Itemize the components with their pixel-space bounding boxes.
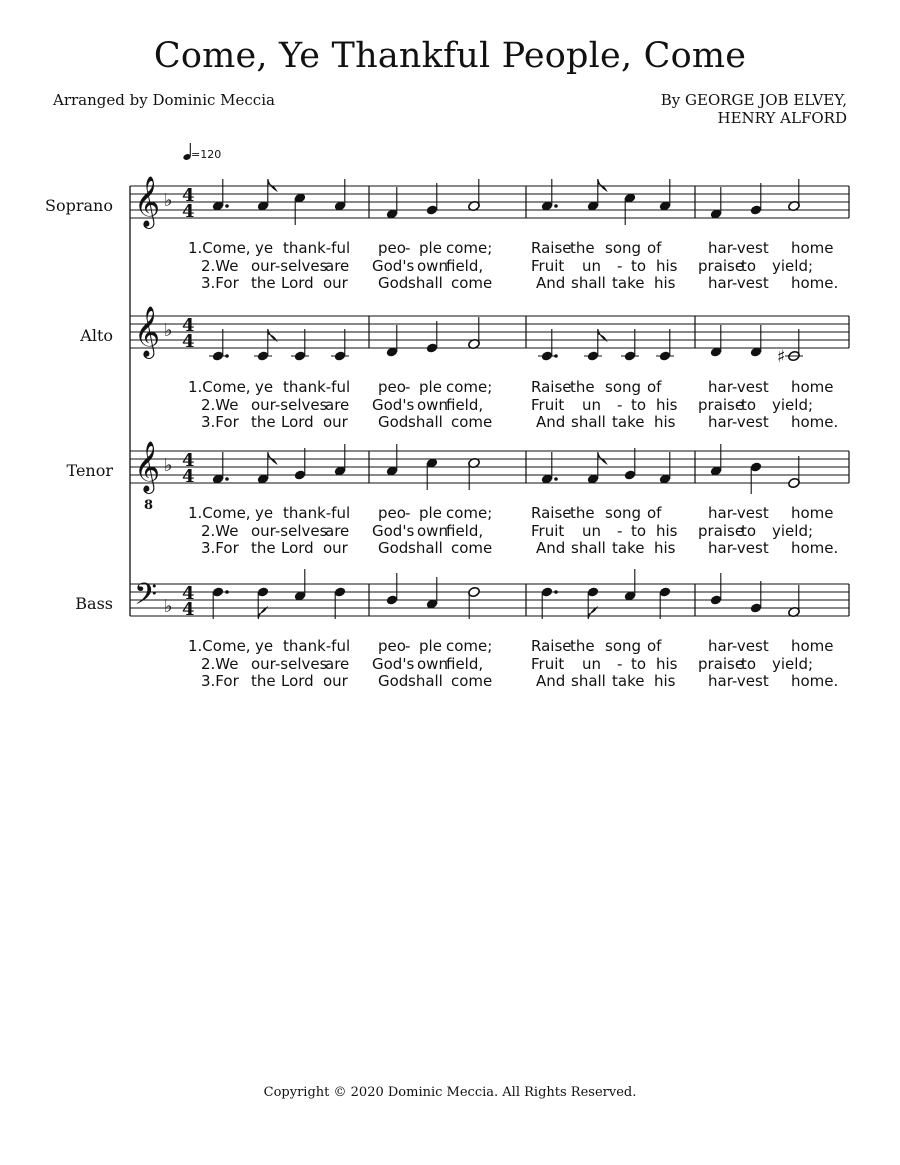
- lyric-syllable: take: [612, 672, 645, 690]
- lyric-syllable: are: [325, 395, 350, 414]
- lyric-syllable: song: [605, 378, 642, 396]
- lyric-syllable: And: [536, 413, 566, 431]
- lyric-syllable: -: [405, 378, 411, 396]
- lyric-syllable: God's: [372, 654, 415, 673]
- time-signature-bottom: 4: [182, 599, 195, 620]
- lyric-syllable: Raise: [531, 239, 572, 257]
- lyric-syllable: shall: [408, 413, 443, 431]
- lyric-syllable: ye: [255, 239, 274, 257]
- lyric-syllable: home: [791, 637, 834, 655]
- key-signature-flat: ♭: [164, 596, 173, 617]
- lyric-syllable: take: [612, 413, 645, 431]
- lyric-syllable: 2.We: [201, 256, 239, 275]
- time-signature-top: 4: [182, 450, 195, 471]
- dot: [554, 204, 558, 208]
- lyric-syllable: are: [325, 256, 350, 275]
- lyric-syllable: yield;: [772, 654, 814, 673]
- lyric-syllable: to: [741, 395, 757, 414]
- lyric-syllable: praise: [698, 256, 745, 275]
- lyric-syllable: the: [251, 413, 276, 431]
- lyric-syllable: Lord: [281, 539, 314, 557]
- lyric-syllable: shall: [571, 274, 606, 292]
- sharp-accidental: ♯: [777, 347, 786, 367]
- lyric-syllable: -: [405, 504, 411, 522]
- lyric-syllable: Raise: [531, 637, 572, 655]
- composer-line-1: By GEORGE JOB ELVEY,: [660, 91, 847, 109]
- lyric-syllable: God: [378, 672, 409, 690]
- lyric-syllable: are: [325, 521, 350, 540]
- key-signature-flat: ♭: [164, 320, 173, 341]
- lyric-syllable: ple: [419, 378, 442, 396]
- lyric-syllable: har-vest: [708, 637, 769, 655]
- lyric-syllable: 1.Come,: [188, 637, 251, 655]
- lyric-syllable: God's: [372, 256, 415, 275]
- lyric-syllable: his: [654, 539, 676, 557]
- lyric-syllable: 3.For: [201, 539, 239, 557]
- lyric-syllable: the: [570, 378, 595, 396]
- lyric-syllable: -: [617, 256, 623, 275]
- lyric-syllable: home.: [791, 413, 839, 431]
- lyric-syllable: our: [323, 672, 348, 690]
- eighth-flag: [598, 179, 607, 191]
- lyric-syllable: -: [617, 521, 623, 540]
- lyric-syllable: the: [570, 637, 595, 655]
- lyric-syllable: his: [656, 395, 678, 414]
- lyric-syllable: thank-ful: [283, 239, 351, 257]
- treble-clef-icon: 𝄞: [134, 176, 161, 227]
- lyric-syllable: 2.We: [201, 521, 239, 540]
- lyric-syllable: of: [647, 504, 662, 522]
- eighth-flag: [268, 329, 277, 341]
- treble-clef-icon: 𝄞: [134, 306, 161, 357]
- lyric-syllable: peo: [378, 378, 406, 396]
- lyric-syllable: 3.For: [201, 672, 239, 690]
- lyric-syllable: har-vest: [708, 504, 769, 522]
- lyric-syllable: own: [417, 395, 448, 414]
- lyric-syllable: shall: [571, 413, 606, 431]
- bass-clef-icon: 𝄢: [134, 578, 158, 619]
- eighth-flag: [258, 607, 267, 619]
- lyric-syllable: his: [656, 521, 678, 540]
- eighth-flag: [268, 452, 277, 464]
- time-signature-top: 4: [182, 185, 195, 206]
- lyric-syllable: of: [647, 637, 662, 655]
- lyric-syllable: to: [631, 654, 647, 673]
- key-signature-flat: ♭: [164, 455, 173, 476]
- lyric-syllable: field,: [446, 395, 484, 414]
- octave-marker: 8: [144, 498, 154, 513]
- lyric-syllable: come: [451, 539, 493, 557]
- lyric-syllable: praise: [698, 654, 745, 673]
- lyric-syllable: har-vest: [708, 274, 769, 292]
- score-title: Come, Ye Thankful People, Come: [153, 36, 747, 76]
- lyric-syllable: shall: [571, 672, 606, 690]
- lyric-syllable: yield;: [772, 395, 814, 414]
- lyric-syllable: God: [378, 539, 409, 557]
- lyric-syllable: are: [325, 654, 350, 673]
- lyric-syllable: shall: [408, 274, 443, 292]
- dot: [554, 590, 558, 594]
- lyric-syllable: 2.We: [201, 654, 239, 673]
- part-label-soprano: Soprano: [45, 196, 113, 215]
- eighth-flag: [588, 607, 597, 619]
- lyric-syllable: And: [536, 672, 566, 690]
- lyric-syllable: come: [451, 672, 493, 690]
- lyric-syllable: 1.Come,: [188, 378, 251, 396]
- lyric-syllable: home.: [791, 672, 839, 690]
- time-signature-top: 4: [182, 315, 195, 336]
- arranger-credit: Arranged by Dominic Meccia: [53, 91, 275, 109]
- tempo-marking: =120: [191, 148, 222, 161]
- lyric-syllable: come;: [446, 637, 493, 655]
- lyric-syllable: to: [631, 395, 647, 414]
- lyric-syllable: peo: [378, 637, 406, 655]
- lyric-syllable: home: [791, 239, 834, 257]
- lyric-syllable: -: [405, 239, 411, 257]
- lyric-syllable: ye: [255, 637, 274, 655]
- lyric-syllable: thank-ful: [283, 504, 351, 522]
- lyric-syllable: of: [647, 239, 662, 257]
- lyric-syllable: Lord: [281, 413, 314, 431]
- lyric-syllable: un: [582, 395, 602, 414]
- lyric-syllable: home: [791, 504, 834, 522]
- key-signature-flat: ♭: [164, 190, 173, 211]
- lyric-syllable: come;: [446, 504, 493, 522]
- lyric-syllable: praise: [698, 521, 745, 540]
- lyric-syllable: the: [251, 672, 276, 690]
- lyric-syllable: 2.We: [201, 395, 239, 414]
- lyric-syllable: the: [570, 239, 595, 257]
- lyric-syllable: ple: [419, 239, 442, 257]
- dot: [225, 590, 229, 594]
- dot: [225, 477, 229, 481]
- lyric-syllable: un: [582, 256, 602, 275]
- lyric-syllable: har-vest: [708, 539, 769, 557]
- lyric-syllable: to: [741, 256, 757, 275]
- lyric-syllable: the: [251, 539, 276, 557]
- lyric-syllable: Fruit: [531, 521, 565, 540]
- lyric-syllable: our: [323, 274, 348, 292]
- lyric-syllable: shall: [571, 539, 606, 557]
- lyric-syllable: to: [631, 521, 647, 540]
- lyric-syllable: peo: [378, 504, 406, 522]
- lyric-syllable: come;: [446, 378, 493, 396]
- lyric-syllable: song: [605, 637, 642, 655]
- lyric-syllable: har-vest: [708, 672, 769, 690]
- lyric-syllable: song: [605, 239, 642, 257]
- lyric-syllable: come;: [446, 239, 493, 257]
- lyric-syllable: our-selves: [251, 521, 328, 540]
- time-signature-top: 4: [182, 583, 195, 604]
- lyric-syllable: home.: [791, 539, 839, 557]
- lyric-syllable: yield;: [772, 256, 814, 275]
- time-signature-bottom: 4: [182, 331, 195, 352]
- lyric-syllable: home: [791, 378, 834, 396]
- lyric-syllable: yield;: [772, 521, 814, 540]
- lyric-syllable: -: [405, 637, 411, 655]
- lyric-syllable: Fruit: [531, 654, 565, 673]
- lyric-syllable: thank-ful: [283, 378, 351, 396]
- lyric-syllable: song: [605, 504, 642, 522]
- lyric-syllable: take: [612, 539, 645, 557]
- lyric-syllable: to: [741, 654, 757, 673]
- lyric-syllable: Raise: [531, 378, 572, 396]
- lyric-syllable: to: [631, 256, 647, 275]
- lyric-syllable: his: [656, 654, 678, 673]
- treble-clef-icon: 𝄞: [134, 441, 161, 492]
- part-label-alto: Alto: [80, 326, 113, 345]
- lyric-syllable: our: [323, 539, 348, 557]
- lyric-syllable: ple: [419, 504, 442, 522]
- lyric-syllable: ye: [255, 504, 274, 522]
- lyric-syllable: har-vest: [708, 378, 769, 396]
- lyric-syllable: our-selves: [251, 654, 328, 673]
- lyric-syllable: God: [378, 413, 409, 431]
- lyric-syllable: har-vest: [708, 413, 769, 431]
- lyric-syllable: own: [417, 654, 448, 673]
- lyric-syllable: of: [647, 378, 662, 396]
- lyric-syllable: field,: [446, 654, 484, 673]
- lyric-syllable: 3.For: [201, 274, 239, 292]
- lyric-syllable: Lord: [281, 274, 314, 292]
- lyric-syllable: his: [654, 413, 676, 431]
- lyric-syllable: ye: [255, 378, 274, 396]
- lyric-syllable: praise: [698, 395, 745, 414]
- lyric-syllable: -: [617, 395, 623, 414]
- lyric-syllable: Fruit: [531, 256, 565, 275]
- lyric-syllable: his: [654, 672, 676, 690]
- eighth-flag: [598, 329, 607, 341]
- lyric-syllable: 1.Come,: [188, 239, 251, 257]
- lyric-syllable: our-selves: [251, 395, 328, 414]
- lyric-syllable: 1.Come,: [188, 504, 251, 522]
- lyric-syllable: our-selves: [251, 256, 328, 275]
- lyric-syllable: And: [536, 274, 566, 292]
- lyric-syllable: field,: [446, 521, 484, 540]
- time-signature-bottom: 4: [182, 466, 195, 487]
- dot: [225, 204, 229, 208]
- lyric-syllable: har-vest: [708, 239, 769, 257]
- lyric-syllable: God's: [372, 521, 415, 540]
- lyric-syllable: his: [656, 256, 678, 275]
- lyric-syllable: the: [251, 274, 276, 292]
- lyric-syllable: Fruit: [531, 395, 565, 414]
- lyric-syllable: our: [323, 413, 348, 431]
- lyric-syllable: shall: [408, 672, 443, 690]
- lyric-syllable: field,: [446, 256, 484, 275]
- lyric-syllable: home.: [791, 274, 839, 292]
- lyric-syllable: Lord: [281, 672, 314, 690]
- lyric-syllable: God's: [372, 395, 415, 414]
- lyric-syllable: un: [582, 521, 602, 540]
- lyric-syllable: thank-ful: [283, 637, 351, 655]
- lyric-syllable: his: [654, 274, 676, 292]
- lyric-syllable: -: [617, 654, 623, 673]
- time-signature-bottom: 4: [182, 201, 195, 222]
- copyright-notice: Copyright © 2020 Dominic Meccia. All Rights Reserved.: [263, 1085, 637, 1100]
- lyric-syllable: own: [417, 521, 448, 540]
- eighth-flag: [268, 179, 277, 191]
- lyric-syllable: come: [451, 274, 493, 292]
- eighth-flag: [598, 452, 607, 464]
- lyric-syllable: take: [612, 274, 645, 292]
- lyric-syllable: un: [582, 654, 602, 673]
- lyric-syllable: God: [378, 274, 409, 292]
- lyric-syllable: to: [741, 521, 757, 540]
- lyric-syllable: ple: [419, 637, 442, 655]
- composer-line-2: HENRY ALFORD: [717, 109, 847, 127]
- part-label-tenor: Tenor: [66, 461, 113, 480]
- lyric-syllable: own: [417, 256, 448, 275]
- part-label-bass: Bass: [75, 594, 113, 613]
- lyric-syllable: And: [536, 539, 566, 557]
- lyric-syllable: peo: [378, 239, 406, 257]
- lyric-syllable: come: [451, 413, 493, 431]
- lyric-syllable: shall: [408, 539, 443, 557]
- lyric-syllable: the: [570, 504, 595, 522]
- dot: [554, 477, 558, 481]
- lyric-syllable: Raise: [531, 504, 572, 522]
- lyric-syllable: 3.For: [201, 413, 239, 431]
